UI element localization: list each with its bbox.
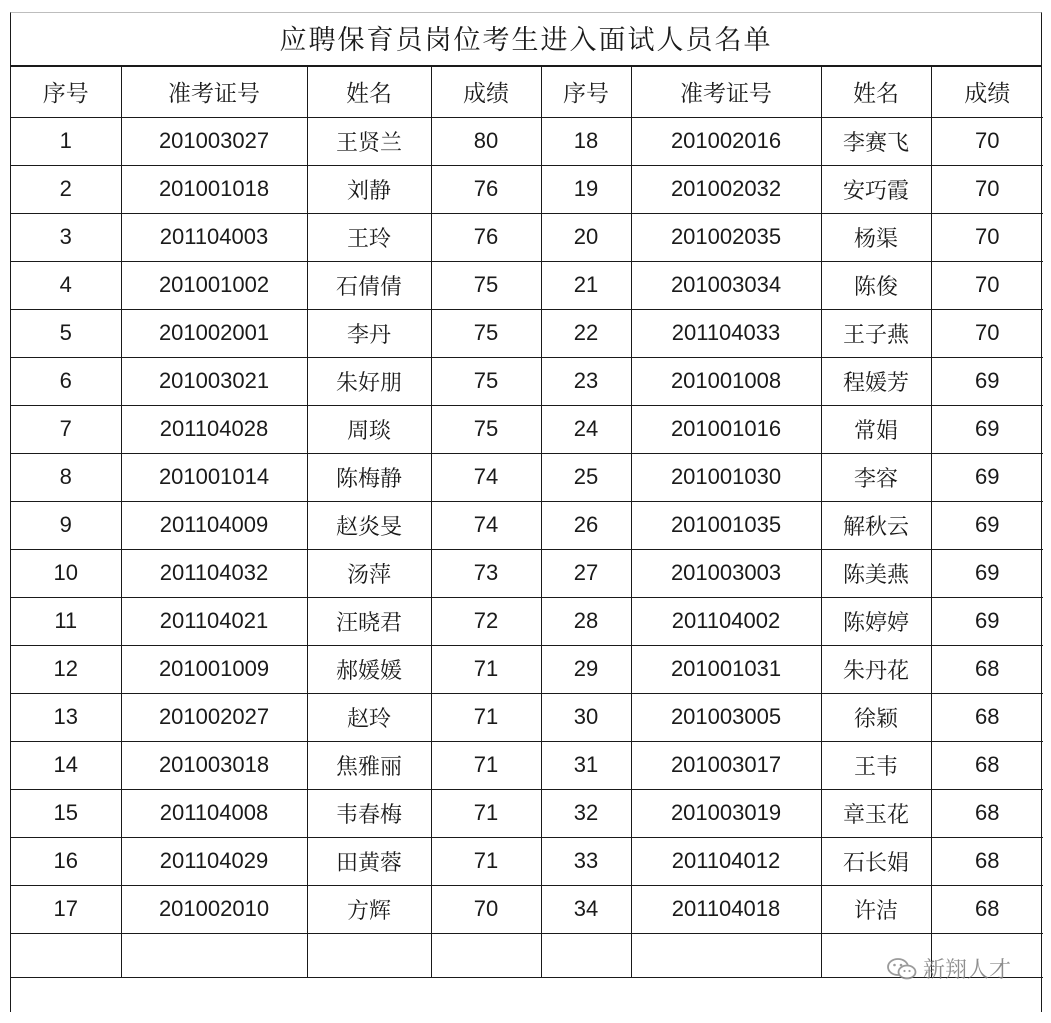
row-name: 陈美燕 [821,549,931,597]
row-seq: 13 [11,693,121,741]
row-name: 王韦 [821,741,931,789]
row-seq: 15 [11,789,121,837]
row-exam-id: 201104009 [121,501,307,549]
header-name: 姓名 [821,67,931,117]
row-seq: 29 [541,645,631,693]
row-name: 王贤兰 [307,117,431,165]
row-exam-id: 201002035 [631,213,821,261]
row-score: 70 [931,117,1043,165]
row-name: 朱好朋 [307,357,431,405]
row-seq: 10 [11,549,121,597]
row-name: 解秋云 [821,501,931,549]
row-name: 陈俊 [821,261,931,309]
row-name: 田黄蓉 [307,837,431,885]
row-exam-id: 201001031 [631,645,821,693]
row-score: 68 [931,693,1043,741]
row-seq: 9 [11,501,121,549]
header-seq: 序号 [541,67,631,117]
row-name: 赵玲 [307,693,431,741]
row-name: 程媛芳 [821,357,931,405]
row-score: 70 [931,309,1043,357]
row-name: 韦春梅 [307,789,431,837]
row-score: 70 [931,213,1043,261]
row-score: 72 [431,597,541,645]
table-row [11,789,1043,837]
row-score: 71 [431,789,541,837]
row-name: 常娟 [821,405,931,453]
row-seq: 25 [541,453,631,501]
row-name: 章玉花 [821,789,931,837]
row-name: 焦雅丽 [307,741,431,789]
table-row [11,309,1043,357]
roster-sheet [10,12,1042,1012]
row-seq: 21 [541,261,631,309]
row-exam-id: 201104029 [121,837,307,885]
header-score: 成绩 [431,67,541,117]
row-score: 76 [431,213,541,261]
row-name: 王子燕 [821,309,931,357]
row-seq: 22 [541,309,631,357]
empty-cell [431,933,541,977]
row-exam-id: 201104028 [121,405,307,453]
row-seq: 12 [11,645,121,693]
row-score: 69 [931,453,1043,501]
row-exam-id: 201104018 [631,885,821,933]
row-score: 68 [931,741,1043,789]
interview-roster-table [11,67,1043,978]
row-score: 71 [431,693,541,741]
row-seq: 18 [541,117,631,165]
row-exam-id: 201002032 [631,165,821,213]
table-row [11,213,1043,261]
row-seq: 7 [11,405,121,453]
row-score: 70 [931,261,1043,309]
row-score: 75 [431,309,541,357]
row-name: 许洁 [821,885,931,933]
row-name: 石倩倩 [307,261,431,309]
row-score: 71 [431,741,541,789]
empty-cell [631,933,821,977]
table-row [11,357,1043,405]
row-name: 陈梅静 [307,453,431,501]
row-score: 75 [431,357,541,405]
table-row [11,693,1043,741]
row-name: 方辉 [307,885,431,933]
row-name: 杨渠 [821,213,931,261]
row-name: 汤萍 [307,549,431,597]
row-name: 李丹 [307,309,431,357]
row-score: 71 [431,645,541,693]
table-row [11,501,1043,549]
row-exam-id: 201104021 [121,597,307,645]
table-row [11,405,1043,453]
row-score: 68 [931,837,1043,885]
row-score: 68 [931,789,1043,837]
table-row [11,165,1043,213]
row-name: 徐颖 [821,693,931,741]
row-seq: 2 [11,165,121,213]
row-score: 80 [431,117,541,165]
row-name: 王玲 [307,213,431,261]
row-seq: 20 [541,213,631,261]
row-exam-id: 201003017 [631,741,821,789]
row-seq: 27 [541,549,631,597]
row-score: 74 [431,501,541,549]
header-exam-id: 准考证号 [121,67,307,117]
row-seq: 32 [541,789,631,837]
table-row [11,597,1043,645]
row-seq: 6 [11,357,121,405]
row-exam-id: 201003003 [631,549,821,597]
row-seq: 16 [11,837,121,885]
row-exam-id: 201001018 [121,165,307,213]
row-score: 69 [931,597,1043,645]
watermark-text: 新翔人才 [922,958,1011,983]
row-seq: 4 [11,261,121,309]
table-row [11,549,1043,597]
row-score: 68 [931,645,1043,693]
row-exam-id: 201003019 [631,789,821,837]
row-name: 朱丹花 [821,645,931,693]
header-row [11,67,1043,117]
row-exam-id: 201001030 [631,453,821,501]
row-exam-id: 201001035 [631,501,821,549]
row-exam-id: 201001016 [631,405,821,453]
row-exam-id: 201104002 [631,597,821,645]
row-score: 69 [931,501,1043,549]
row-exam-id: 201002027 [121,693,307,741]
row-exam-id: 201003021 [121,357,307,405]
row-name: 安巧霞 [821,165,931,213]
row-score: 73 [431,549,541,597]
row-score: 76 [431,165,541,213]
row-score: 70 [931,165,1043,213]
row-seq: 11 [11,597,121,645]
row-seq: 23 [541,357,631,405]
row-name: 刘静 [307,165,431,213]
row-name: 李赛飞 [821,117,931,165]
row-score: 75 [431,261,541,309]
table-row [11,885,1043,933]
row-seq: 28 [541,597,631,645]
watermark [887,953,1011,984]
row-exam-id: 201001009 [121,645,307,693]
row-exam-id: 201003027 [121,117,307,165]
row-seq: 14 [11,741,121,789]
table-row [11,261,1043,309]
row-seq: 33 [541,837,631,885]
row-exam-id: 201003018 [121,741,307,789]
table-row [11,645,1043,693]
row-seq: 3 [11,213,121,261]
row-seq: 34 [541,885,631,933]
empty-cell [11,933,121,977]
table-row [11,741,1043,789]
row-score: 69 [931,405,1043,453]
table-row [11,117,1043,165]
empty-cell [121,933,307,977]
row-seq: 5 [11,309,121,357]
empty-cell [307,933,431,977]
row-exam-id: 201104032 [121,549,307,597]
row-exam-id: 201002001 [121,309,307,357]
table-row [11,837,1043,885]
header-seq: 序号 [11,67,121,117]
row-seq: 17 [11,885,121,933]
row-seq: 31 [541,741,631,789]
row-name: 汪晓君 [307,597,431,645]
row-name: 周琰 [307,405,431,453]
row-exam-id: 201001008 [631,357,821,405]
header-name: 姓名 [307,67,431,117]
row-score: 71 [431,837,541,885]
row-score: 68 [931,885,1043,933]
row-exam-id: 201104008 [121,789,307,837]
header-score: 成绩 [931,67,1043,117]
row-score: 69 [931,357,1043,405]
row-seq: 30 [541,693,631,741]
row-seq: 19 [541,165,631,213]
row-exam-id: 201003034 [631,261,821,309]
header-exam-id: 准考证号 [631,67,821,117]
row-score: 75 [431,405,541,453]
page-title: 应聘保育员岗位考生进入面试人员名单 [11,13,1041,67]
row-score: 70 [431,885,541,933]
row-seq: 26 [541,501,631,549]
row-score: 69 [931,549,1043,597]
row-seq: 8 [11,453,121,501]
row-exam-id: 201104012 [631,837,821,885]
row-name: 赵炎旻 [307,501,431,549]
wechat-icon [887,957,917,981]
roster-body [11,117,1043,977]
row-exam-id: 201003005 [631,693,821,741]
row-exam-id: 201001014 [121,453,307,501]
row-exam-id: 201002010 [121,885,307,933]
empty-cell [541,933,631,977]
row-seq: 24 [541,405,631,453]
row-exam-id: 201104033 [631,309,821,357]
row-exam-id: 201001002 [121,261,307,309]
table-row [11,453,1043,501]
row-exam-id: 201104003 [121,213,307,261]
row-name: 石长娟 [821,837,931,885]
row-name: 郝媛媛 [307,645,431,693]
row-name: 陈婷婷 [821,597,931,645]
row-name: 李容 [821,453,931,501]
row-seq: 1 [11,117,121,165]
row-exam-id: 201002016 [631,117,821,165]
row-score: 74 [431,453,541,501]
